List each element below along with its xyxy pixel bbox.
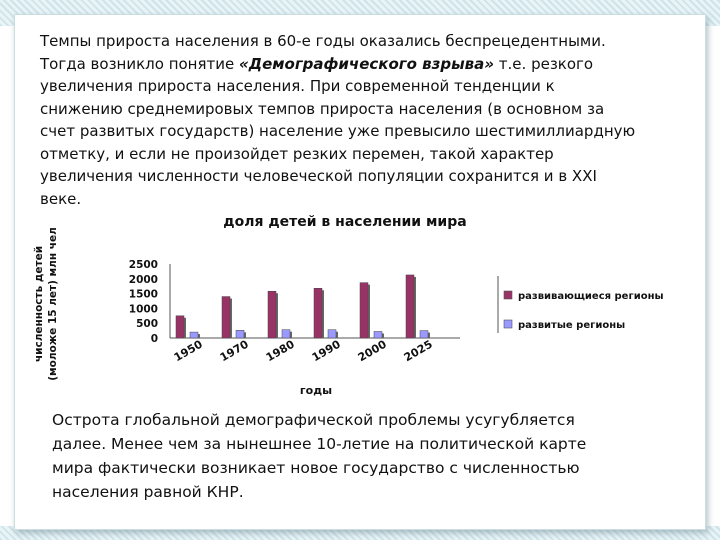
legend-swatch-developed bbox=[504, 320, 512, 328]
bar-developing-2025 bbox=[406, 275, 414, 338]
y-tick-label: 2000 bbox=[128, 273, 158, 286]
intro-paragraph bbox=[40, 30, 640, 210]
bar-developing-1990 bbox=[314, 288, 322, 338]
bar-developing-1970 bbox=[222, 297, 230, 338]
bar-developed-2000 bbox=[374, 331, 382, 338]
y-axis-label-line1: численность детей bbox=[33, 245, 45, 363]
y-tick-label: 2500 bbox=[128, 259, 158, 271]
y-axis-label-line2: (моложе 15 лет) млн чел bbox=[47, 227, 59, 381]
intro-text-start: Темпы прироста населения в 60-е годы оказались беспрецедентными. Тогда возникло понятие bbox=[40, 32, 606, 73]
x-tick-label-1970: 1970 bbox=[217, 337, 251, 365]
y-axis-ticks bbox=[129, 259, 158, 345]
demographic-explosion-term: «Демографического взрыва» bbox=[239, 54, 495, 73]
intro-text-end: т.е. резкого увеличения прироста населения. При современной тенденции к снижению среднемировых темпов прироста населения (в основном за счет развитых государств) население уже превысило шестимиллиардную отметку, и если не произойдет резких перемен, такой характер увеличения численности человеческой популяции сохранится и в XXI веке. bbox=[40, 54, 636, 208]
legend-label-developed: развитые регионы bbox=[518, 320, 626, 331]
legend-label-developing: развивающиеся регионы bbox=[518, 291, 664, 302]
bar-developed-1980 bbox=[282, 330, 290, 338]
x-axis-label: годы bbox=[299, 384, 333, 397]
bar-developing-2000 bbox=[360, 283, 368, 338]
chart-legend bbox=[498, 276, 664, 333]
y-tick-label: 0 bbox=[150, 333, 158, 345]
x-tick-label-2000: 2000 bbox=[355, 337, 389, 365]
x-axis-ticks bbox=[172, 338, 435, 365]
y-tick-label: 500 bbox=[136, 318, 158, 331]
bar-groups bbox=[176, 275, 430, 338]
children-share-chart bbox=[20, 208, 680, 408]
legend-swatch-developing bbox=[504, 291, 512, 299]
y-tick-label: 1000 bbox=[128, 303, 158, 316]
y-tick-label: 1500 bbox=[128, 288, 158, 301]
x-tick-label-1990: 1990 bbox=[309, 337, 343, 365]
conclusion-paragraph: Острота глобальной демографической проблемы усугубляется далее. Менее чем за нынешнее 10-летие на политической карте мира фактически возникает новое государство с численностью населения равной КНР. bbox=[52, 411, 587, 501]
bar-developed-1990 bbox=[328, 330, 336, 338]
bar-developing-1950 bbox=[176, 316, 184, 338]
bar-developed-2025 bbox=[420, 331, 428, 338]
chart-title: доля детей в населении мира bbox=[223, 214, 467, 230]
bar-developed-1970 bbox=[236, 330, 244, 338]
x-tick-label-2025: 2025 bbox=[401, 337, 435, 365]
bar-developing-1980 bbox=[268, 291, 276, 338]
bar-developed-1950 bbox=[190, 332, 198, 338]
x-tick-label-1950: 1950 bbox=[171, 337, 205, 365]
x-tick-label-1980: 1980 bbox=[263, 337, 297, 365]
